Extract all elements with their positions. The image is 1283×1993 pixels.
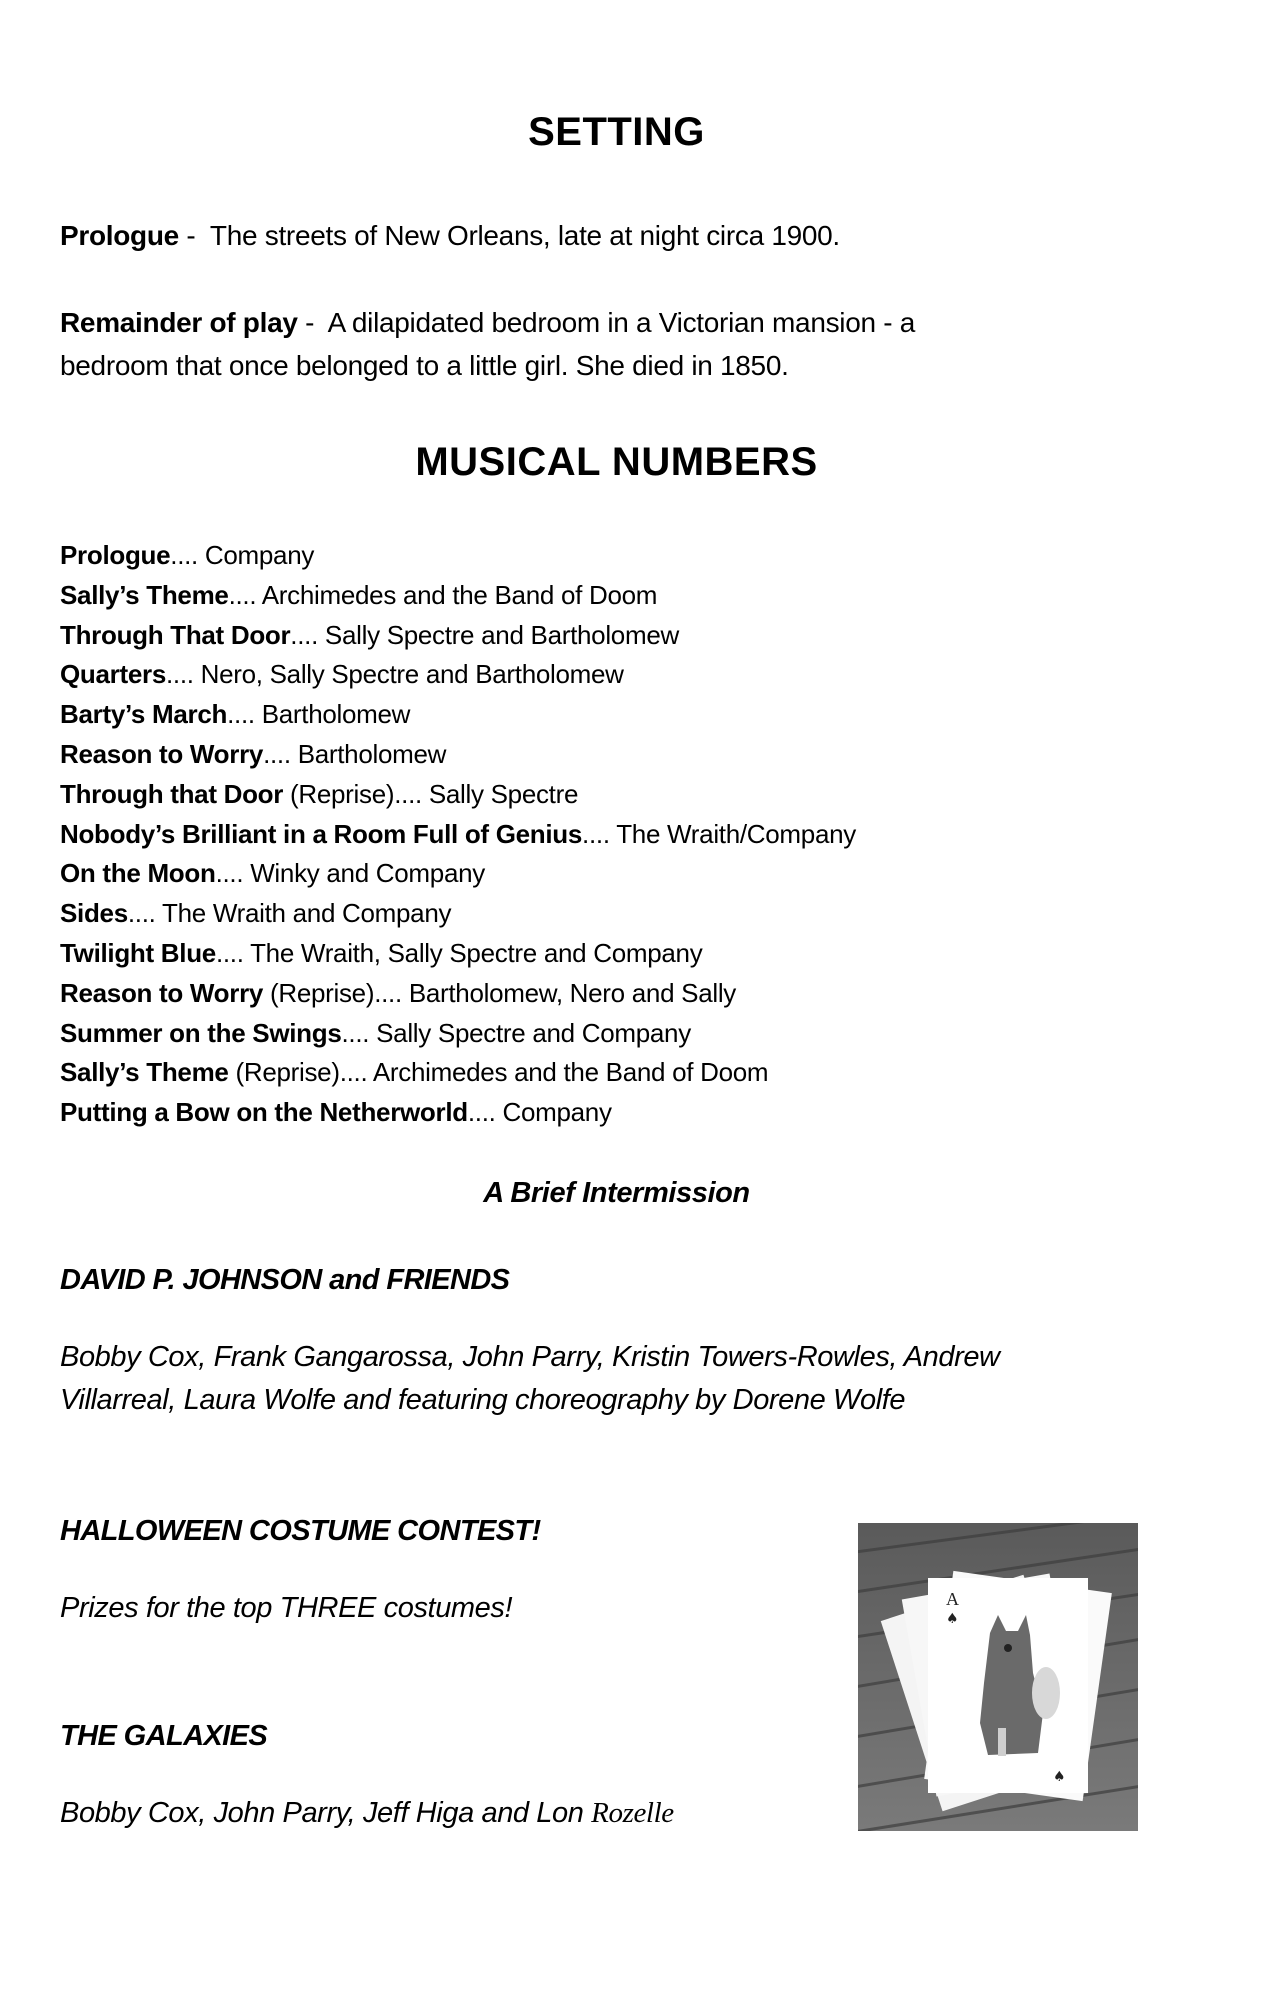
song-separator: .... — [263, 738, 298, 769]
song-title: Prologue — [60, 540, 171, 570]
song-row — [60, 735, 856, 775]
song-separator: .... — [165, 659, 201, 690]
song-title: On the Moon — [60, 858, 216, 889]
prologue-text: The streets of New Orleans, late at night circa 1900. — [209, 220, 840, 251]
johnson-members — [60, 1336, 1000, 1422]
song-title: Barty’s March — [60, 699, 228, 730]
musical-numbers-title: MUSICAL NUMBERS — [415, 440, 818, 484]
song-title: Through that Door — [60, 778, 284, 809]
song-title: Sides — [60, 898, 128, 929]
song-row — [60, 894, 856, 934]
spade-icon-bottom: ♠ — [1053, 1769, 1066, 1785]
song-title: Reason to Worry — [60, 977, 264, 1008]
prologue-separator: - — [178, 220, 210, 251]
song-note: (Reprise) — [263, 977, 375, 1008]
song-row — [60, 1093, 856, 1133]
song-title: Summer on the Swings — [60, 1017, 342, 1048]
song-performers: Sally Spectre — [428, 778, 579, 809]
playing-cards-image — [858, 1523, 1138, 1831]
song-row — [60, 775, 856, 815]
song-performers: Bartholomew — [297, 738, 447, 769]
song-performers: The Wraith and Company — [162, 898, 452, 929]
song-row — [60, 974, 856, 1014]
song-separator: .... — [394, 778, 429, 809]
song-separator: .... — [215, 937, 251, 968]
song-title: Quarters — [60, 659, 166, 690]
song-separator: .... — [374, 977, 409, 1008]
song-row — [60, 695, 856, 735]
song-separator: .... — [228, 579, 262, 610]
song-performers: Winky and Company — [250, 858, 485, 889]
song-separator: .... — [341, 1017, 377, 1048]
song-title: Nobody’s Brilliant in a Room Full of Genius — [60, 818, 583, 849]
song-separator: .... — [215, 858, 251, 889]
galaxies-members-text: Bobby Cox, John Parry, Jeff Higa and Lon — [60, 1797, 592, 1829]
song-row — [60, 536, 856, 576]
song-separator: .... — [467, 1097, 503, 1128]
card-ace-corner: A — [946, 1589, 959, 1609]
song-separator: .... — [170, 540, 205, 570]
song-performers: Nero, Sally Spectre and Bartholomew — [200, 659, 624, 690]
song-row — [60, 854, 856, 894]
song-performers: Sally Spectre and Bartholomew — [324, 619, 679, 650]
song-performers: Company — [204, 540, 315, 570]
song-performers: Company — [502, 1097, 612, 1128]
song-performers: Archimedes and the Band of Doom — [372, 1057, 769, 1088]
song-title: Reason to Worry — [60, 738, 264, 769]
song-performers: Sally Spectre and Company — [376, 1017, 691, 1048]
song-list — [60, 536, 856, 1133]
galaxies-members — [60, 1792, 674, 1835]
song-title: Twilight Blue — [60, 937, 216, 968]
song-performers: Archimedes and the Band of Doom — [261, 579, 658, 610]
song-title: Putting a Bow on the Netherworld — [60, 1097, 468, 1128]
song-note: (Reprise) — [283, 778, 395, 809]
song-separator: .... — [127, 898, 163, 929]
song-title: Sally’s Theme — [60, 1057, 229, 1088]
setting-prologue — [60, 214, 840, 257]
song-note: (Reprise) — [228, 1057, 340, 1088]
setting-title: SETTING — [528, 110, 705, 154]
remainder-separator: - — [297, 307, 328, 338]
setting-remainder — [60, 301, 915, 387]
song-separator: .... — [227, 699, 262, 730]
remainder-text-line2: bedroom that once belonged to a little girl. She died in 1850. — [60, 350, 789, 381]
johnson-members-line1: Bobby Cox, Frank Gangarossa, John Parry, Kristin Towers-Rowles, Andrew — [60, 1341, 1000, 1373]
spade-icon: ♠ — [946, 1611, 959, 1627]
song-row — [60, 576, 856, 616]
song-row — [60, 655, 856, 695]
song-separator: .... — [339, 1057, 373, 1088]
song-title: Sally’s Theme — [60, 579, 229, 610]
song-separator: .... — [582, 818, 617, 849]
song-separator: .... — [290, 619, 325, 650]
song-row — [60, 815, 856, 855]
song-row — [60, 1053, 856, 1093]
intermission-title: A Brief Intermission — [483, 1177, 750, 1209]
galaxies-members-last: Rozelle — [591, 1797, 674, 1829]
song-row — [60, 934, 856, 974]
song-performers: Bartholomew — [261, 699, 411, 730]
song-row — [60, 1014, 856, 1054]
prologue-label: Prologue — [60, 220, 179, 251]
song-title: Through That Door — [60, 619, 291, 650]
galaxies-heading: THE GALAXIES — [60, 1720, 268, 1752]
johnson-members-line2: Villarreal, Laura Wolfe and featuring choreography by Dorene Wolfe — [60, 1384, 906, 1416]
johnson-heading: DAVID P. JOHNSON and FRIENDS — [60, 1264, 510, 1296]
costume-contest-heading: HALLOWEEN COSTUME CONTEST! — [60, 1515, 541, 1547]
song-row — [60, 616, 856, 656]
remainder-text-line1: A dilapidated bedroom in a Victorian mansion - a — [327, 307, 916, 338]
song-performers: The Wraith, Sally Spectre and Company — [250, 937, 703, 968]
song-performers: Bartholomew, Nero and Sally — [408, 977, 737, 1008]
costume-contest-text: Prizes for the top THREE costumes! — [60, 1592, 513, 1624]
remainder-label: Remainder of play — [60, 307, 298, 338]
song-performers: The Wraith/Company — [616, 818, 856, 849]
